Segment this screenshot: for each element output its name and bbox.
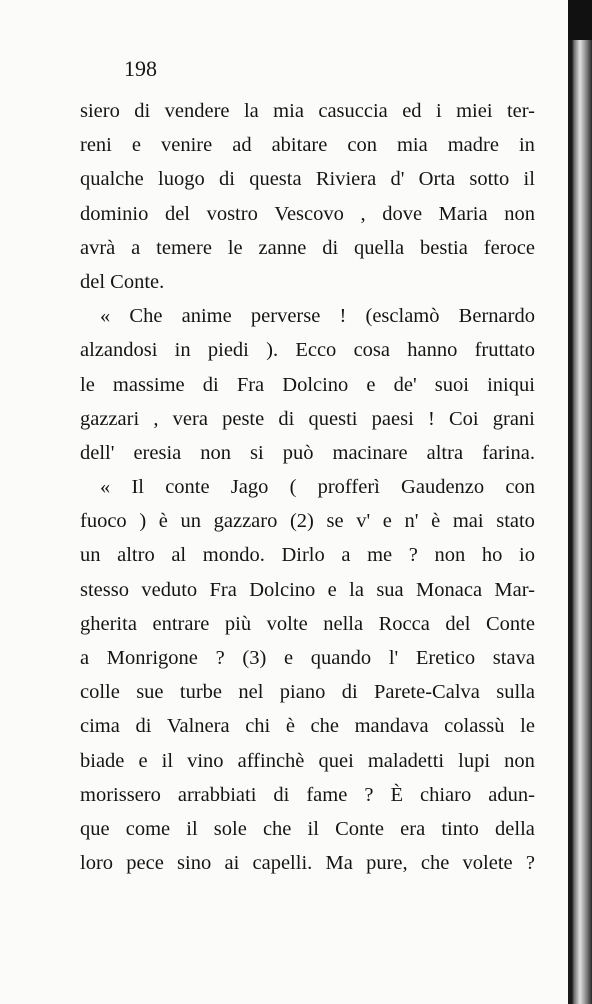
word: è bbox=[158, 510, 168, 533]
word: sue bbox=[136, 681, 164, 704]
word: « bbox=[100, 305, 111, 328]
word: ho bbox=[481, 544, 503, 567]
word: altro bbox=[117, 544, 155, 567]
word: Che bbox=[129, 305, 163, 328]
word: Ecco bbox=[295, 339, 337, 362]
word: Mar- bbox=[494, 578, 535, 601]
word: con bbox=[347, 134, 377, 157]
word: me bbox=[367, 544, 393, 567]
word: ad bbox=[232, 134, 252, 157]
word: , bbox=[153, 407, 159, 430]
word: nel bbox=[238, 681, 264, 704]
word: fuoco bbox=[80, 510, 127, 533]
word: eresia bbox=[133, 441, 182, 464]
text-line bbox=[80, 128, 535, 162]
word: ( bbox=[289, 476, 297, 499]
word: piano bbox=[279, 681, 326, 704]
word: morissero bbox=[80, 783, 161, 806]
word: dove bbox=[382, 202, 423, 225]
word: gazzaro bbox=[213, 510, 278, 533]
word: è bbox=[431, 510, 441, 533]
word: Bernardo bbox=[458, 305, 535, 328]
text-line bbox=[80, 162, 535, 196]
word: (3) bbox=[242, 647, 267, 669]
word: Fra bbox=[209, 578, 237, 601]
word: adun- bbox=[488, 783, 535, 806]
word: volete bbox=[462, 852, 513, 875]
word: Jago bbox=[230, 476, 269, 499]
word: un bbox=[80, 544, 101, 567]
word: vendere bbox=[164, 100, 230, 122]
word: Conte bbox=[485, 612, 535, 635]
word: la bbox=[349, 578, 364, 601]
word: Dolcino bbox=[282, 373, 349, 396]
word: grani bbox=[492, 407, 535, 430]
word: ter- bbox=[506, 100, 535, 122]
word: e bbox=[382, 510, 392, 533]
word: abitare bbox=[271, 134, 328, 157]
word: mia bbox=[273, 100, 304, 122]
word: il bbox=[307, 817, 319, 840]
word: Dolcino bbox=[249, 578, 316, 601]
word: v' bbox=[356, 510, 371, 533]
word: ! bbox=[427, 407, 435, 430]
word: Orta bbox=[418, 168, 456, 191]
word: altra bbox=[426, 441, 464, 464]
word: luogo bbox=[158, 168, 205, 191]
word: ! bbox=[339, 305, 347, 328]
book-spine-shadow bbox=[568, 0, 592, 1004]
word: ? bbox=[364, 783, 374, 806]
word: colassù bbox=[444, 715, 505, 738]
word: stesso bbox=[80, 578, 129, 601]
text-line bbox=[80, 94, 535, 128]
word: arrabbiati bbox=[177, 783, 257, 806]
text-line bbox=[80, 846, 535, 880]
word: alzandosi bbox=[80, 339, 158, 362]
text-line bbox=[80, 368, 535, 402]
word: a bbox=[341, 544, 351, 567]
word: si bbox=[250, 441, 264, 464]
word: loro bbox=[80, 852, 114, 875]
word: que bbox=[80, 817, 110, 840]
word: vostro bbox=[206, 202, 258, 225]
word: madre bbox=[447, 134, 499, 157]
word: Maria bbox=[438, 202, 488, 225]
word: pece bbox=[126, 852, 164, 875]
word: fame bbox=[306, 783, 348, 806]
word: tinto bbox=[441, 817, 479, 840]
word: del bbox=[80, 270, 111, 293]
word: (esclamò bbox=[365, 305, 440, 328]
word: le bbox=[80, 373, 95, 396]
text-line bbox=[80, 402, 535, 436]
word: Conte. bbox=[110, 270, 165, 293]
word: stato bbox=[496, 510, 535, 533]
word: temere bbox=[156, 236, 212, 259]
word: biade bbox=[80, 749, 125, 772]
word: hanno bbox=[407, 339, 458, 362]
word: ? bbox=[525, 852, 535, 875]
word: entrare bbox=[152, 612, 210, 635]
text-line bbox=[80, 675, 535, 709]
word: paesi bbox=[371, 407, 414, 430]
word: di bbox=[322, 236, 339, 259]
word: cosa bbox=[353, 339, 390, 362]
word: i bbox=[435, 100, 442, 122]
word: macinare bbox=[332, 441, 408, 464]
text-line bbox=[80, 744, 535, 778]
word: ) bbox=[139, 510, 147, 533]
word: in bbox=[174, 339, 191, 362]
word: questi bbox=[308, 407, 358, 430]
word: che bbox=[420, 852, 450, 875]
word: l' bbox=[388, 647, 399, 669]
text-line bbox=[80, 299, 535, 333]
word: bestia bbox=[420, 236, 468, 259]
word: qualche bbox=[80, 168, 144, 191]
word: gherita bbox=[80, 612, 137, 635]
word: quei bbox=[318, 749, 354, 772]
word: che bbox=[310, 715, 339, 738]
text-line bbox=[80, 265, 535, 299]
word: e bbox=[138, 749, 148, 772]
word: sotto bbox=[469, 168, 510, 191]
text-line bbox=[80, 333, 535, 367]
word: a bbox=[131, 236, 141, 259]
word: miei bbox=[456, 100, 493, 122]
word: siero bbox=[80, 100, 120, 122]
word: pure, bbox=[366, 852, 408, 875]
word: reni bbox=[80, 134, 112, 157]
word: È bbox=[390, 783, 403, 806]
word: chi bbox=[245, 715, 271, 738]
word: sua bbox=[376, 578, 404, 601]
word: Eretico bbox=[415, 647, 476, 669]
word: di bbox=[218, 168, 235, 191]
word: di bbox=[273, 783, 290, 806]
word: Fra bbox=[236, 373, 265, 396]
word: Gaudenzo bbox=[401, 476, 485, 499]
word: e bbox=[131, 134, 141, 157]
word: Monrigone bbox=[106, 647, 198, 669]
word: quando bbox=[310, 647, 372, 669]
word: quella bbox=[354, 236, 405, 259]
word: ai bbox=[224, 852, 240, 875]
word: del bbox=[445, 612, 471, 635]
word: vera bbox=[172, 407, 208, 430]
word: il bbox=[161, 749, 174, 772]
word: dominio bbox=[80, 202, 149, 225]
word: Conte bbox=[335, 817, 385, 840]
text-line bbox=[80, 470, 535, 504]
word: mondo. bbox=[202, 544, 265, 567]
word: e bbox=[366, 373, 376, 396]
body-text bbox=[80, 94, 535, 880]
word: conte bbox=[165, 476, 210, 499]
word: di bbox=[278, 407, 295, 430]
word: nella bbox=[323, 612, 364, 635]
word: iniqui bbox=[487, 373, 535, 396]
word: sole bbox=[213, 817, 247, 840]
word: di bbox=[134, 100, 151, 122]
text-line bbox=[80, 538, 535, 572]
word: non bbox=[200, 441, 232, 464]
word: ed bbox=[402, 100, 422, 122]
word: Riviera bbox=[315, 168, 377, 191]
word: Coi bbox=[448, 407, 479, 430]
word: peste bbox=[222, 407, 265, 430]
word: di bbox=[135, 715, 152, 738]
word: stava bbox=[492, 647, 535, 669]
word: mai bbox=[452, 510, 484, 533]
word: feroce bbox=[483, 236, 535, 259]
word: venire bbox=[160, 134, 213, 157]
word: maladetti bbox=[367, 749, 445, 772]
word: di bbox=[202, 373, 219, 396]
word: Il bbox=[131, 476, 144, 499]
text-line bbox=[80, 197, 535, 231]
word: mia bbox=[396, 134, 428, 157]
word: non bbox=[504, 749, 535, 772]
word: fruttato bbox=[474, 339, 535, 362]
word: turbe bbox=[179, 681, 223, 704]
text-line bbox=[80, 573, 535, 607]
word: gazzari bbox=[80, 407, 140, 430]
word: ? bbox=[408, 544, 418, 567]
word: era bbox=[400, 817, 426, 840]
word: ). bbox=[266, 339, 279, 362]
word: massime bbox=[112, 373, 185, 396]
word: io bbox=[519, 544, 535, 567]
word: farina. bbox=[482, 441, 535, 464]
word: dell' bbox=[80, 441, 115, 464]
word: come bbox=[125, 817, 171, 840]
word: e bbox=[327, 578, 337, 601]
word: piedi bbox=[207, 339, 249, 362]
word: non bbox=[504, 202, 535, 225]
text-line bbox=[80, 709, 535, 743]
word: , bbox=[360, 202, 366, 225]
scan-corner-shadow bbox=[568, 0, 592, 40]
word: chiaro bbox=[419, 783, 472, 806]
word: Parete-Calva bbox=[374, 681, 480, 704]
word: le bbox=[227, 236, 243, 259]
word: la bbox=[243, 100, 259, 122]
word: è bbox=[285, 715, 295, 738]
word: capelli. bbox=[252, 852, 313, 875]
word: volte bbox=[266, 612, 308, 635]
word: vino bbox=[187, 749, 224, 772]
word: avrà bbox=[80, 236, 116, 259]
word: con bbox=[505, 476, 535, 499]
word: a bbox=[80, 647, 90, 669]
word: e bbox=[283, 647, 294, 669]
word: Valnera bbox=[166, 715, 230, 738]
word: anime bbox=[181, 305, 232, 328]
word: le bbox=[520, 715, 535, 738]
word: mandava bbox=[354, 715, 429, 738]
word: affinchè bbox=[237, 749, 305, 772]
word: d' bbox=[390, 168, 405, 191]
word: « bbox=[100, 476, 111, 499]
word: de' bbox=[393, 373, 417, 396]
word: il bbox=[523, 168, 535, 191]
word: al bbox=[171, 544, 187, 567]
word: Monaca bbox=[416, 578, 483, 601]
text-line bbox=[80, 812, 535, 846]
word: di bbox=[341, 681, 358, 704]
word: del bbox=[164, 202, 190, 225]
word: Dirlo bbox=[281, 544, 325, 567]
text-line bbox=[80, 641, 535, 675]
text-line bbox=[80, 607, 535, 641]
word: può bbox=[282, 441, 314, 464]
word: (2) bbox=[289, 510, 314, 533]
word: della bbox=[495, 817, 535, 840]
page-number: 198 bbox=[124, 56, 157, 81]
word: sulla bbox=[496, 681, 535, 704]
word: che bbox=[262, 817, 292, 840]
word: Rocca bbox=[378, 612, 430, 635]
word: n' bbox=[404, 510, 419, 533]
word: Ma bbox=[325, 852, 353, 875]
word: sino bbox=[177, 852, 212, 875]
word: suoi bbox=[434, 373, 469, 396]
word: Vescovo bbox=[274, 202, 344, 225]
text-line bbox=[80, 436, 535, 470]
word: ? bbox=[215, 647, 225, 669]
text-line bbox=[80, 504, 535, 538]
text-line bbox=[80, 231, 535, 265]
word: in bbox=[518, 134, 535, 157]
text-line bbox=[80, 778, 535, 812]
word: perverse bbox=[250, 305, 321, 328]
word: questa bbox=[249, 168, 302, 191]
word: casuccia bbox=[318, 100, 388, 122]
word: lupi bbox=[458, 749, 491, 772]
word: profferì bbox=[317, 476, 380, 499]
word: zanne bbox=[258, 236, 307, 259]
word: non bbox=[434, 544, 466, 567]
word: colle bbox=[80, 681, 120, 704]
word: un bbox=[180, 510, 201, 533]
word: più bbox=[224, 612, 252, 635]
word: se bbox=[326, 510, 344, 533]
word: veduto bbox=[141, 578, 198, 601]
word: cima bbox=[80, 715, 120, 738]
word: il bbox=[186, 817, 198, 840]
